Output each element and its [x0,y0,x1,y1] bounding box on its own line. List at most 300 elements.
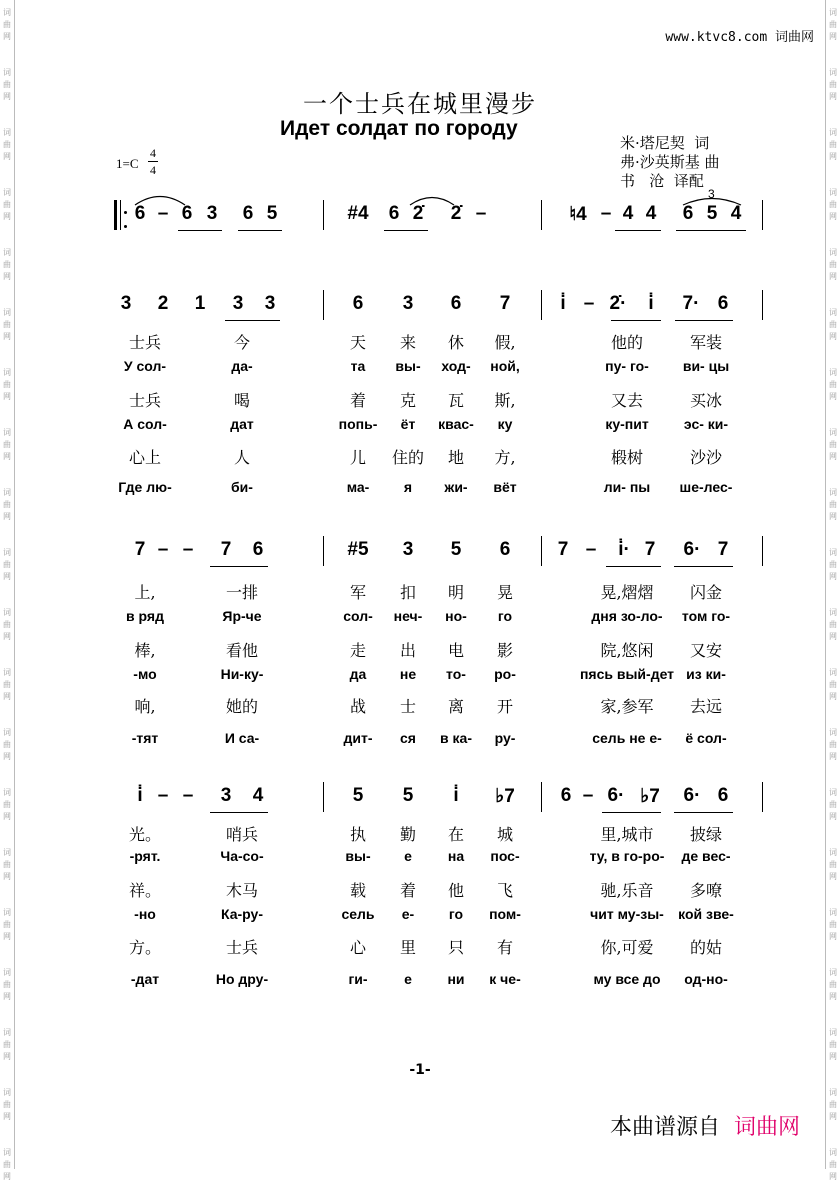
margin-glyph: 词 [829,8,837,17]
barline [541,200,542,230]
margin-glyph: 曲 [3,860,11,869]
margin-glyph: 曲 [829,260,837,269]
note: – [157,203,169,224]
note: 6 [242,203,254,224]
lyric-chinese: 电 [447,641,465,660]
lyric-russian: дня зо-ло- [591,608,663,624]
margin-glyph: 词 [829,668,837,677]
lyric-chinese: 休 [447,333,465,352]
note: 4 [622,203,634,224]
lyric-chinese: 军 [349,583,367,602]
margin-glyph: 曲 [3,740,11,749]
beat-underline [210,812,268,813]
margin-glyph: 曲 [3,260,11,269]
song-title-russian: Идет солдат по городу [280,117,518,140]
margin-glyph: 词 [829,1088,837,1097]
margin-glyph: 网 [829,632,837,641]
margin-glyph: 曲 [829,620,837,629]
lyric-russian: да- [231,358,253,374]
lyric-chinese: 有 [496,938,514,957]
margin-glyph: 网 [3,572,11,581]
margin-glyph: 网 [3,92,11,101]
lyric-russian: би- [231,479,253,495]
lyric-chinese: 祥。 [128,881,162,900]
note: 1 [194,293,206,314]
beat-underline [606,566,661,567]
note: 3 [402,539,414,560]
lyric-chinese: 开 [496,697,514,716]
note: 5 [266,203,278,224]
lyric-chinese: 军装 [689,333,723,352]
margin-glyph: 网 [3,872,11,881]
beat-underline [611,320,661,321]
lyric-chinese: 住的 [391,448,425,467]
margin-glyph: 词 [3,488,11,497]
lyric-chinese: 家,参军 [600,697,654,716]
margin-glyph: 曲 [829,920,837,929]
beat-underline [602,812,661,813]
lyric-russian: к че- [489,971,521,987]
lyric-chinese: 院,悠闲 [600,641,654,660]
note: – [475,203,487,224]
lyric-chinese: 今 [233,333,251,352]
note: i̇ [648,293,654,314]
barline [762,782,763,812]
margin-glyph: 曲 [829,1100,837,1109]
note: 2̇ [412,203,424,224]
lyric-chinese: 闪金 [689,583,723,602]
note: 7 [220,539,232,560]
lyric-russian: чит му-зы- [590,906,664,922]
lyric-russian: том го- [681,608,731,624]
lyric-chinese: 驰,乐音 [600,881,654,900]
margin-glyph: 网 [3,992,11,1001]
song-title-chinese: 一个士兵在城里漫步 [303,90,537,118]
lyric-russian: в ряд [126,608,164,624]
lyric-chinese: 看他 [225,641,259,660]
margin-glyph: 词 [3,68,11,77]
margin-glyph: 曲 [829,740,837,749]
barline [541,290,542,320]
footer-brand[interactable]: 词曲网 [733,1115,800,1140]
note: i̇ [560,293,566,314]
margin-glyph: 曲 [3,620,11,629]
page-number: -1- [409,1062,431,1078]
margin-glyph: 曲 [829,1160,837,1169]
note: ♭7 [495,786,515,807]
lyric-russian: е- [401,906,415,922]
lyric-chinese: 方。 [128,938,162,957]
lyric-chinese: 城 [496,825,514,844]
lyric-chinese: 扣 [399,583,417,602]
margin-glyph: 词 [829,488,837,497]
note: 6 [388,203,400,224]
note: 7 [134,539,146,560]
margin-glyph: 网 [829,1052,837,1061]
lyric-chinese: 士 [399,697,417,716]
lyric-russian: -мо [133,666,157,682]
lyric-russian: пясь вый-дет [579,666,675,682]
lyric-chinese: 一排 [225,583,259,602]
note: 6 [181,203,193,224]
lyric-russian: дит- [343,730,373,746]
margin-glyph: 词 [829,68,837,77]
margin-glyph: 曲 [829,380,837,389]
lyric-russian: е [404,971,412,987]
margin-glyph: 曲 [829,500,837,509]
margin-glyph: 词 [3,728,11,737]
note: 2̇ [450,203,462,224]
lyric-chinese: 假, [494,333,516,352]
note: 5 [706,203,718,224]
note: i̇ [453,785,459,806]
lyric-russian: да [349,666,367,682]
lyric-chinese: 只 [447,938,465,957]
margin-glyph: 词 [829,788,837,797]
margin-glyph: 词 [3,188,11,197]
margin-glyph: 曲 [3,1040,11,1049]
margin-glyph: 网 [3,692,11,701]
note: 7 [499,293,511,314]
barline [323,200,324,230]
note: – [585,539,597,560]
margin-glyph: 曲 [3,560,11,569]
lyric-chinese: 斯, [494,391,516,410]
margin-glyph: 词 [3,1028,11,1037]
margin-glyph: 曲 [829,980,837,989]
lyric-russian: но- [445,608,467,624]
lyric-chinese: 人 [233,448,251,467]
lyric-chinese: 勤 [399,825,417,844]
margin-glyph: 词 [3,128,11,137]
note: 3 [220,785,232,806]
lyric-russian: ви- цы [682,358,730,374]
margin-glyph: 曲 [3,1160,11,1169]
lyric-chinese: 在 [447,825,465,844]
margin-glyph: 曲 [829,800,837,809]
margin-glyph: 词 [829,548,837,557]
margin-glyph: 曲 [829,1040,837,1049]
lyric-russian: -тят [131,730,159,746]
triplet-mark: 3 [708,187,715,201]
margin-glyph: 网 [3,152,11,161]
lyric-russian: Ча-со- [220,848,264,864]
lyric-russian: пом- [489,906,521,922]
lyric-russian: ход- [441,358,471,374]
note: 6· [607,785,625,806]
lyric-russian: Яр-че [222,608,262,624]
margin-glyph: 网 [829,752,837,761]
note: 6 [717,785,729,806]
margin-glyph: 曲 [829,440,837,449]
margin-glyph: 曲 [3,80,11,89]
lyric-russian: -дат [130,971,160,987]
note: i̇ [137,785,143,806]
note: – [157,539,169,560]
lyric-chinese: 影 [496,641,514,660]
margin-glyph: 词 [829,908,837,917]
margin-glyph: 曲 [829,200,837,209]
lyric-russian: ли- пы [603,479,651,495]
note: 6 [450,293,462,314]
lyric-chinese: 她的 [225,697,259,716]
margin-glyph: 词 [829,368,837,377]
lyric-chinese: 士兵 [128,391,162,410]
margin-glyph: 网 [3,812,11,821]
margin-glyph: 词 [829,1148,837,1157]
lyric-chinese: 哨兵 [225,825,259,844]
barline [114,200,117,230]
beat-underline [674,566,733,567]
lyric-chinese: 地 [447,448,465,467]
lyric-chinese: 的姑 [689,938,723,957]
margin-glyph: 网 [829,1172,837,1181]
note: – [157,785,169,806]
margin-glyph: 网 [829,152,837,161]
lyric-russian: ма- [346,479,370,495]
lyric-russian: сол- [343,608,373,624]
lyric-russian: ной, [490,358,520,374]
margin-glyph: 网 [3,272,11,281]
margin-glyph: 词 [3,248,11,257]
lyric-chinese: 克 [399,391,417,410]
margin-glyph: 词 [3,308,11,317]
lyric-russian: сель не е- [592,730,662,746]
margin-glyph: 曲 [829,320,837,329]
lyric-chinese: 晃,熠熠 [600,583,654,602]
margin-glyph: 网 [3,1052,11,1061]
lyric-russian: А сол- [123,416,167,432]
lyric-chinese: 儿 [349,448,367,467]
lyric-russian: ру- [494,730,516,746]
lyric-russian: У сол- [123,358,167,374]
margin-glyph: 网 [3,392,11,401]
lyric-russian: ше-лес- [679,479,733,495]
margin-glyph: 网 [3,752,11,761]
lyric-chinese: 士兵 [225,938,259,957]
note: 2 [157,293,169,314]
credits [620,134,720,191]
note: 3 [232,293,244,314]
margin-glyph: 曲 [3,980,11,989]
note: 6 [560,785,572,806]
beat-underline [384,230,428,231]
margin-glyph: 词 [829,1028,837,1037]
barline [541,782,542,812]
note: 5 [450,539,462,560]
lyric-russian: Ни-ку- [220,666,264,682]
lyric-chinese: 沙沙 [689,448,723,467]
barline [762,536,763,566]
note: 6 [717,293,729,314]
lyric-chinese: 木马 [225,881,259,900]
lyric-chinese: 着 [399,881,417,900]
lyric-russian: ся [400,730,416,746]
lyric-chinese: 明 [447,583,465,602]
margin-glyph: 词 [3,1088,11,1097]
margin-glyph: 词 [829,608,837,617]
lyric-russian: попь- [338,416,378,432]
beat-underline [238,230,282,231]
lyric-russian: то- [446,666,466,682]
beat-underline [178,230,222,231]
lyric-russian: И са- [224,730,260,746]
lyric-russian: од-но- [684,971,728,987]
note: 3 [120,293,132,314]
lyric-chinese: 披绿 [689,825,723,844]
margin-glyph: 网 [829,332,837,341]
margin-glyph: 网 [829,212,837,221]
margin-glyph: 词 [829,848,837,857]
margin-glyph: 网 [3,512,11,521]
lyric-russian: е [404,848,412,864]
lyric-chinese: 棒, [134,641,156,660]
note: 6 [134,203,146,224]
lyric-chinese: 瓦 [447,391,465,410]
margin-glyph: 词 [3,668,11,677]
lyric-chinese: 响, [134,697,156,716]
note: 4 [730,203,742,224]
repeat-dot [124,211,127,214]
margin-glyph: 词 [3,8,11,17]
margin-glyph: 词 [829,248,837,257]
lyric-russian: неч- [393,608,423,624]
note: 6 [252,539,264,560]
margin-glyph: 网 [829,452,837,461]
lyric-russian: сель [341,906,375,922]
note: 6 [499,539,511,560]
margin-glyph: 网 [829,512,837,521]
margin-glyph: 词 [3,968,11,977]
margin-glyph: 网 [3,452,11,461]
beat-underline [674,812,733,813]
lyric-chinese: 飞 [496,881,514,900]
footer-source [610,1110,800,1141]
margin-glyph: 词 [829,428,837,437]
lyric-russian: в ка- [440,730,472,746]
lyric-russian: де вес- [681,848,731,864]
lyric-russian: Где лю- [118,479,172,495]
lyric-russian: та [350,358,366,374]
lyric-russian: на [447,848,465,864]
margin-glyph: 网 [829,392,837,401]
note: ♮4 [569,204,587,225]
lyric-chinese: 上, [134,583,156,602]
note: 6 [682,203,694,224]
lyric-chinese: 去远 [689,697,723,716]
lyric-russian: Но дру- [215,971,269,987]
lyric-chinese: 心 [349,938,367,957]
note: 6 [352,293,364,314]
margin-glyph: 网 [3,332,11,341]
lyric-russian: -но [134,906,156,922]
margin-glyph: 曲 [829,20,837,29]
lyric-chinese: 出 [399,641,417,660]
lyric-russian: го [448,906,464,922]
margin-glyph: 曲 [829,140,837,149]
margin-glyph: 曲 [829,680,837,689]
barline [323,290,324,320]
beat-underline [225,320,280,321]
lyric-chinese: 又安 [689,641,723,660]
margin-glyph: 曲 [3,200,11,209]
margin-glyph: 曲 [3,440,11,449]
barline [762,290,763,320]
lyric-russian: ку-пит [605,416,649,432]
lyric-chinese: 战 [349,697,367,716]
margin-glyph: 网 [829,992,837,1001]
margin-glyph: 词 [829,128,837,137]
lyric-chinese: 他的 [610,333,644,352]
note: 6· [683,785,701,806]
margin-glyph: 词 [3,608,11,617]
margin-glyph: 曲 [3,320,11,329]
lyric-chinese: 来 [399,333,417,352]
margin-glyph: 词 [3,428,11,437]
beat-underline [675,320,733,321]
margin-glyph: 词 [3,1148,11,1157]
lyric-russian: пос- [490,848,520,864]
margin-glyph: 网 [3,212,11,221]
lyric-russian: квас- [438,416,474,432]
lyric-russian: го [497,608,513,624]
margin-glyph: 曲 [3,920,11,929]
lyric-chinese: 光。 [128,825,162,844]
margin-glyph: 曲 [3,680,11,689]
margin-glyph: 曲 [829,80,837,89]
composer-credit: 弗·沙英斯基 曲 [620,153,720,171]
lyric-russian: кой зве- [678,906,734,922]
note: #4 [347,203,369,224]
margin-glyph: 词 [3,788,11,797]
lyric-chinese: 里,城市 [600,825,654,844]
lyric-russian: дат [230,416,254,432]
margin-glyph: 曲 [3,500,11,509]
note: #5 [347,539,369,560]
note: 3 [206,203,218,224]
note: 4 [645,203,657,224]
lyric-chinese: 椴树 [610,448,644,467]
lyric-russian: ро- [494,666,516,682]
margin-glyph: 网 [3,632,11,641]
margin-glyph: 词 [829,308,837,317]
note: 7· [682,293,700,314]
lyric-russian: ни [447,971,465,987]
note: 2̇· [609,293,627,314]
footer-text: 本曲谱源自 [609,1115,720,1140]
note: 7 [644,539,656,560]
lyric-chinese: 他 [447,881,465,900]
lyric-chinese: 执 [349,825,367,844]
barline [762,200,763,230]
margin-glyph: 曲 [829,860,837,869]
note: 5 [352,785,364,806]
margin-glyph: 网 [829,1112,837,1121]
note: i̇· [618,539,630,560]
lyric-russian: вы- [345,848,371,864]
margin-glyph: 网 [829,272,837,281]
margin-glyph: 网 [3,1112,11,1121]
note: 7 [717,539,729,560]
lyric-chinese: 多嘹 [689,881,723,900]
lyric-russian: эс- ки- [683,416,729,432]
margin-glyph: 曲 [3,800,11,809]
margin-glyph: 曲 [3,20,11,29]
margin-glyph: 词 [829,968,837,977]
lyric-russian: из ки- [686,666,726,682]
margin-glyph: 网 [829,932,837,941]
note: 4 [252,785,264,806]
